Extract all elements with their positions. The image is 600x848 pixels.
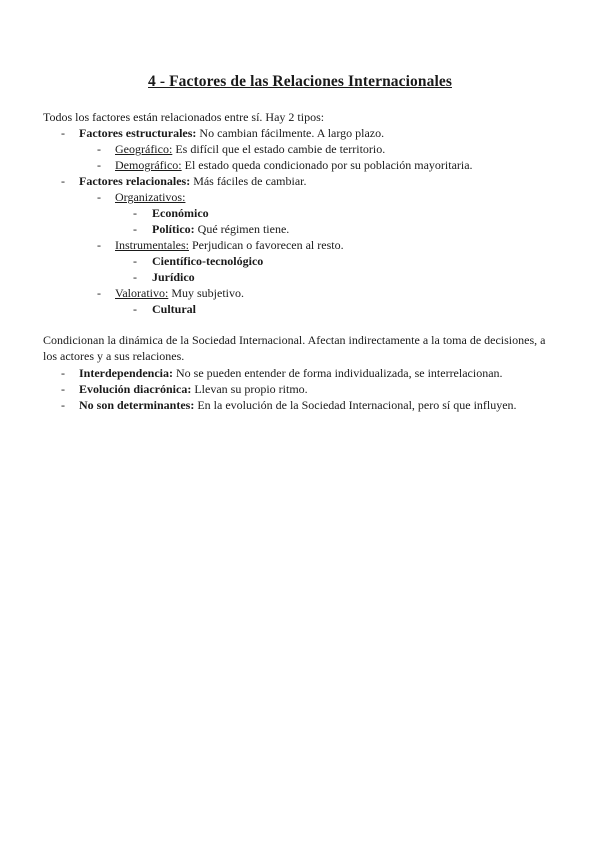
list-item-politico — [152, 221, 289, 237]
label-organizativos: Organizativos: — [115, 190, 186, 204]
bullet-dash: - — [97, 190, 101, 204]
label-valorativo: Valorativo: — [115, 286, 169, 300]
list-item-cultural: Cultural — [152, 302, 197, 316]
bullet-dash: - — [133, 206, 137, 220]
list-item-juridico: Jurídico — [152, 270, 195, 284]
page-title: 4 - Factores de las Relaciones Internacionales — [148, 73, 452, 90]
label-relacionales: Factores relacionales: — [79, 174, 191, 188]
list-item-geografico — [115, 141, 385, 157]
list-item-instrumentales — [115, 237, 344, 253]
bullet-dash: - — [61, 382, 65, 396]
bullet-dash: - — [97, 286, 101, 300]
list-item-organizativos — [115, 189, 185, 205]
bullet-dash: - — [61, 366, 65, 380]
bullet-dash: - — [61, 174, 65, 188]
bullet-dash: - — [133, 270, 137, 284]
text-geografico: Es difícil que el estado cambie de territorio. — [172, 142, 386, 156]
list-item-cientifico: Científico-tecnológico — [152, 254, 264, 268]
bullet-dash: - — [97, 142, 101, 156]
label-evolucion: Evolución diacrónica: — [79, 382, 192, 396]
bullet-dash: - — [61, 126, 65, 140]
list-item-no-determinantes — [79, 397, 517, 413]
list-item-relacionales — [79, 173, 306, 189]
list-item-evolucion — [79, 381, 308, 397]
text-instrumentales: Perjudican o favorecen al resto. — [188, 238, 344, 252]
list-item-demografico — [115, 157, 473, 173]
bullet-dash: - — [133, 302, 137, 316]
bullet-dash: - — [97, 238, 101, 252]
label-instrumentales: Instrumentales: — [115, 238, 189, 252]
text-no-determinantes: En la evolución de la Sociedad Internacional, pero sí que influyen. — [194, 398, 517, 412]
label-estructurales: Factores estructurales: — [79, 126, 197, 140]
text-estructurales: No cambian fácilmente. A largo plazo. — [196, 126, 385, 140]
text-relacionales: Más fáciles de cambiar. — [190, 174, 307, 188]
paragraph-condicionan: Condicionan la dinámica de la Sociedad Internacional. Afectan indirectamente a la toma de decisiones, a los actores y a sus relaciones. — [43, 333, 546, 363]
text-evolucion: Llevan su propio ritmo. — [191, 382, 308, 396]
list-item-valorativo — [115, 285, 244, 301]
list-item-economico: Económico — [152, 206, 209, 220]
bullet-dash: - — [133, 222, 137, 236]
bullet-dash: - — [97, 158, 101, 172]
text-interdependencia: No se pueden entender de forma individualizada, se interrelacionan. — [173, 366, 503, 380]
label-demografico: Demográfico: — [115, 158, 182, 172]
text-valorativo: Muy subjetivo. — [168, 286, 244, 300]
text-politico: Qué régimen tiene. — [194, 222, 290, 236]
intro-text: Todos los factores están relacionados entre sí. Hay 2 tipos: — [43, 110, 325, 124]
label-no-determinantes: No son determinantes: — [79, 398, 195, 412]
list-item-interdependencia — [79, 365, 503, 381]
list-item-estructurales — [79, 125, 384, 141]
bullet-dash: - — [61, 398, 65, 412]
label-politico: Político: — [152, 222, 195, 236]
bullet-dash: - — [133, 254, 137, 268]
text-demografico: El estado queda condicionado por su población mayoritaria. — [181, 158, 473, 172]
label-interdependencia: Interdependencia: — [79, 366, 173, 380]
label-geografico: Geográfico: — [115, 142, 173, 156]
